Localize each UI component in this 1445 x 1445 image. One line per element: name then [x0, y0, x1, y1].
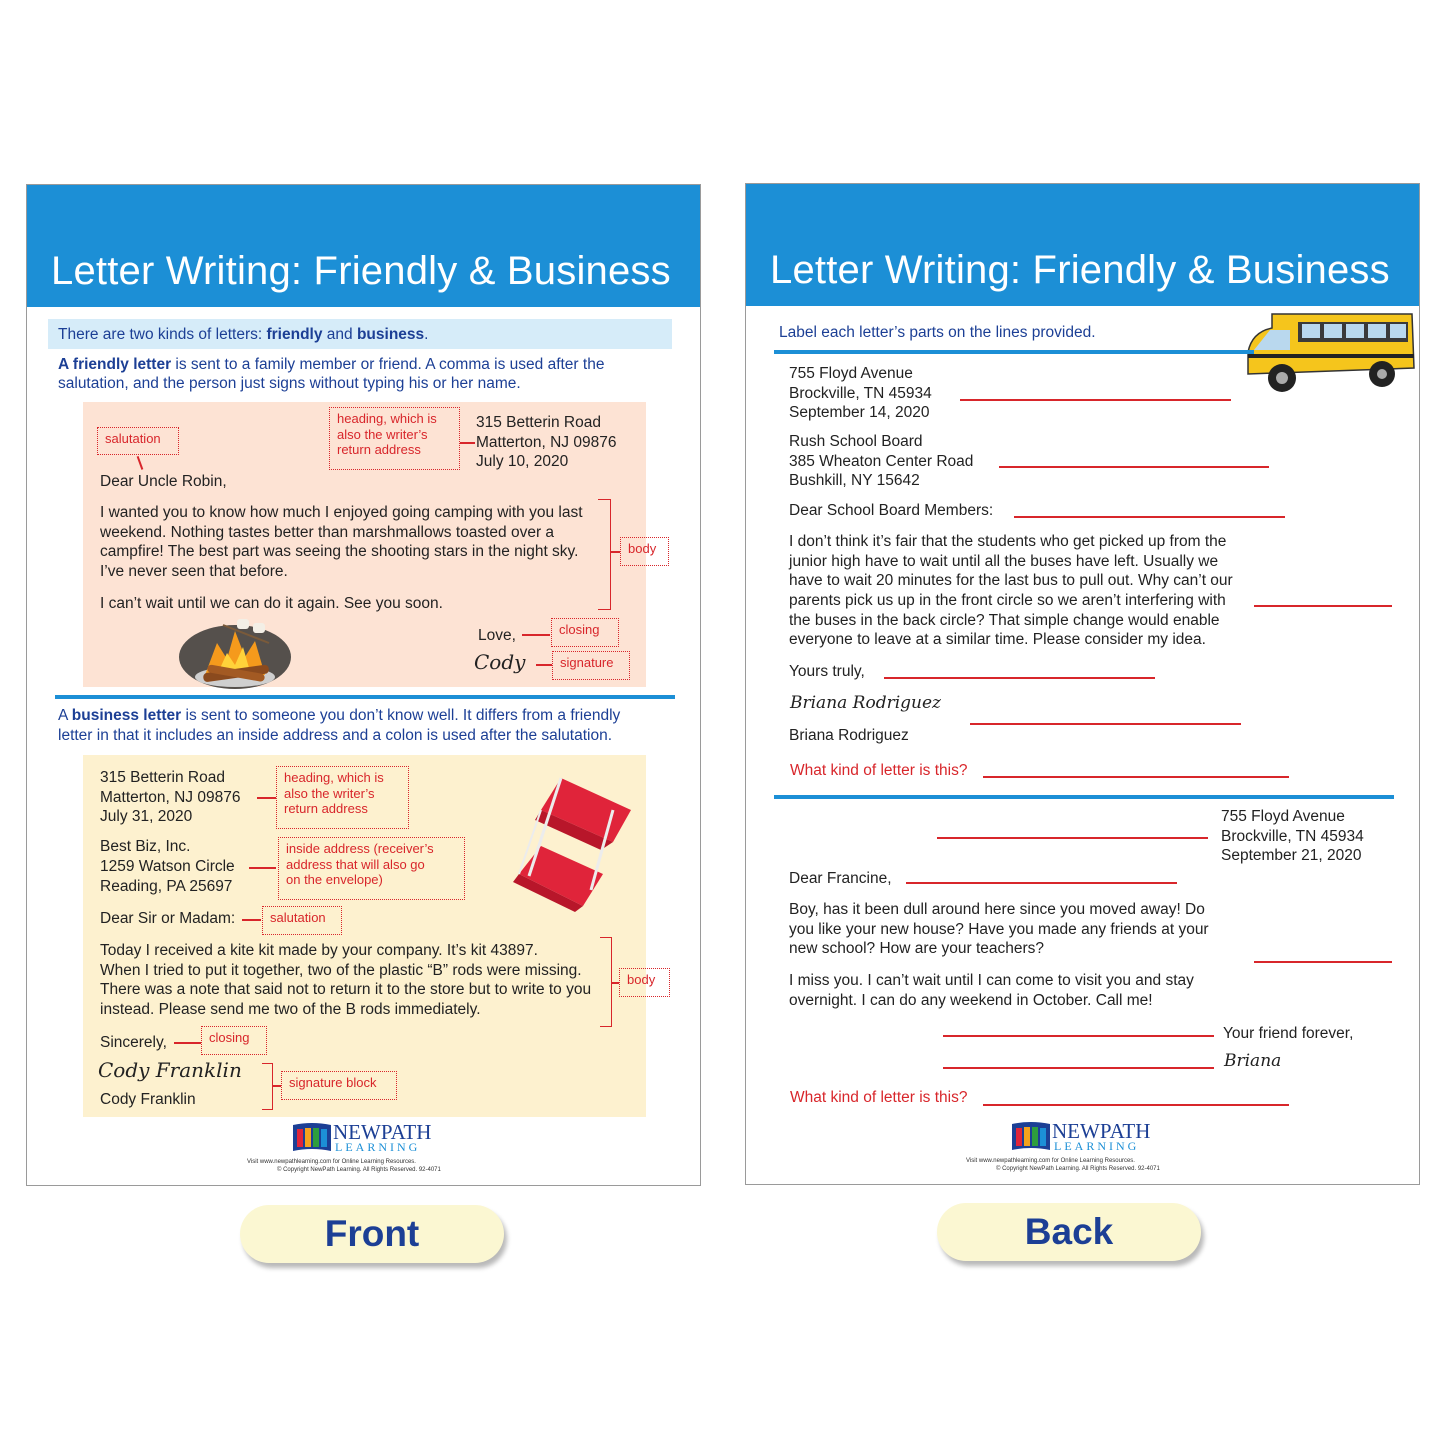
l2-greeting: Dear Francine, [789, 870, 892, 887]
logo-name-1-back: NEWPATH [1052, 1119, 1151, 1143]
front-divider [55, 695, 675, 699]
l2-body-3: new school? How are your teachers? [789, 940, 1045, 957]
l2-question: What kind of letter is this? [790, 1089, 968, 1106]
business-signature: Cody Franklin [98, 1058, 242, 1082]
l1-body-answer-line[interactable] [1254, 605, 1392, 607]
label-heading-friendly [329, 407, 460, 470]
newpath-logo-icon-back [1010, 1120, 1052, 1154]
business-greeting: Dear Sir or Madam: [100, 910, 236, 927]
label-body-business: body [619, 968, 670, 997]
logo-copyright-back: © Copyright NewPath Learning. All Rights Reserved. 92-4071 [996, 1166, 1160, 1172]
intro-business: business [356, 326, 425, 343]
l1-greeting: Dear School Board Members: [789, 502, 994, 519]
body-pointer-friendly [610, 551, 620, 553]
label-heading-business [276, 766, 409, 829]
friendly-definition [58, 355, 604, 375]
l1-inside-answer-line[interactable] [999, 466, 1269, 468]
body-pointer-business [611, 982, 619, 984]
l2-closing-answer-line[interactable] [943, 1035, 1214, 1037]
inside-address-2: 1259 Watson Circle [100, 858, 235, 875]
front-card [26, 184, 701, 1186]
business-closing: Sincerely, [100, 1034, 167, 1051]
friendly-signature: Cody [474, 650, 526, 674]
closing-pointer-business [174, 1042, 201, 1044]
school-bus-illustration [1242, 308, 1418, 400]
business-address-2: Matterton, NJ 09876 [100, 789, 241, 806]
front-header [27, 185, 700, 307]
back-label: Back [937, 1203, 1201, 1261]
b-heading-line-2: also the writer’s [284, 785, 375, 801]
label-inside-address [278, 837, 465, 900]
l2-signature-answer-line[interactable] [943, 1067, 1214, 1069]
l1-body-6: everyone to leave at a similar time. Please consider my idea. [789, 631, 1206, 648]
heading-pointer [460, 442, 475, 444]
l1-address-2: Brockville, TN 45934 [789, 385, 932, 402]
inside-label-line-1: inside address (receiver’s [286, 841, 434, 856]
inside-address-3: Reading, PA 25697 [100, 878, 233, 895]
l1-inside-1: Rush School Board [789, 433, 923, 450]
heading-pointer-business [257, 797, 276, 799]
heading-line-3: return address [337, 442, 421, 457]
business-address-1: 315 Betterin Road [100, 769, 225, 786]
friendly-address-2: Matterton, NJ 09876 [476, 434, 617, 451]
business-body-3: There was a note that said not to return it to the store but to write to you [100, 981, 592, 998]
label-salutation-business: salutation [262, 906, 342, 935]
business-body-4: instead. Please send me two of the B rods immediately. [100, 1001, 481, 1018]
salutation-pointer-business [242, 919, 261, 921]
l1-body-2: junior high have to wait until all the buses have left. Usually we [789, 553, 1219, 570]
l1-closing-answer-line[interactable] [884, 677, 1155, 679]
l1-address-1: 755 Floyd Avenue [789, 365, 913, 382]
l1-heading-answer-line[interactable] [960, 399, 1231, 401]
logo-name-1: NEWPATH [333, 1120, 432, 1144]
business-body-2: When I tried to put it together, two of the plastic “B” rods were missing. [100, 962, 582, 979]
logo-name-2-back: LEARNING [1054, 1139, 1140, 1153]
campfire-illustration [177, 613, 293, 691]
l2-address-2: Brockville, TN 45934 [1221, 828, 1364, 845]
front-title: Letter Writing: Friendly & Business [51, 249, 671, 293]
inside-label-line-3: on the envelope) [286, 872, 383, 887]
l2-body-5: overnight. I can do any weekend in October. Call me! [789, 992, 1153, 1009]
logo-visit: Visit www.newpathlearning.com for Online Learning Resources. [247, 1159, 416, 1165]
l2-body-1: Boy, has it been dull around here since you moved away! Do [789, 901, 1205, 918]
l1-inside-3: Bushkill, NY 15642 [789, 472, 920, 489]
l2-heading-answer-line[interactable] [937, 837, 1208, 839]
business-definition-2: letter in that it includes an inside address and a colon is used after the salutation. [58, 727, 613, 744]
intro-and: and [326, 326, 353, 343]
signature-block-pointer [272, 1085, 281, 1087]
l2-date: September 21, 2020 [1221, 847, 1362, 864]
b-heading-line-3: return address [284, 801, 368, 816]
l2-salutation-answer-line[interactable] [906, 882, 1177, 884]
l2-body-2: you like your new house? Have you made any friends at your [789, 921, 1209, 938]
back-header [746, 184, 1419, 306]
back-card [745, 183, 1420, 1185]
intro-a: There are two kinds of letters: [58, 326, 263, 343]
l1-closing: Yours truly, [789, 663, 865, 680]
friendly-body-5: I can’t wait until we can do it again. See you soon. [100, 595, 443, 612]
intro-period: . [424, 326, 429, 343]
business-date: July 31, 2020 [100, 808, 193, 825]
label-body-friendly: body [620, 537, 669, 566]
friendly-body-1: I wanted you to know how much I enjoyed going camping with you last [100, 504, 583, 521]
business-body-1: Today I received a kite kit made by your company. It’s kit 43897. [100, 942, 538, 959]
l1-body-4: parents pick us up in the front circle so we aren’t interfering with [789, 592, 1226, 609]
business-typed-name: Cody Franklin [100, 1091, 196, 1108]
heading-line-1: heading, which is [337, 411, 437, 426]
heading-line-2: also the writer’s [337, 426, 428, 442]
label-signature-block: signature block [281, 1071, 397, 1100]
closing-pointer [522, 634, 550, 636]
friendly-closing: Love, [478, 627, 516, 644]
friendly-body-4: I’ve never seen that before. [100, 563, 288, 580]
logo-name-2: LEARNING [335, 1140, 421, 1154]
l2-body-answer-line[interactable] [1254, 961, 1392, 963]
friendly-body-2: weekend. Nothing tastes better than marshmallows toasted over a [100, 524, 555, 541]
friendly-def-bold: A friendly letter [58, 356, 172, 373]
intro-friendly: friendly [266, 326, 323, 343]
logo-visit-back: Visit www.newpathlearning.com for Online Learning Resources. [966, 1158, 1135, 1164]
l2-address-1: 755 Floyd Avenue [1221, 808, 1345, 825]
business-def-bold: business letter [71, 707, 182, 724]
l1-body-5: the buses in the back circle? That simple change would enable [789, 612, 1220, 629]
back-title: Letter Writing: Friendly & Business [770, 248, 1390, 292]
business-def-rest: is sent to someone you don’t know well. It differs from a friendly [181, 707, 621, 724]
l1-question: What kind of letter is this? [790, 762, 968, 779]
l1-inside-2: 385 Wheaton Center Road [789, 453, 974, 470]
back-top-rule [774, 350, 1254, 354]
l1-body-1: I don’t think it’s fair that the students who get picked up from the [789, 533, 1227, 550]
inside-address-1: Best Biz, Inc. [100, 838, 191, 855]
signature-pointer [536, 664, 552, 666]
inside-label-line-2: address that will also go [286, 856, 425, 872]
friendly-address-1: 315 Betterin Road [476, 414, 601, 431]
l1-body-3: have to wait 20 minutes for the last bus to pull out. Why can’t our [789, 572, 1233, 589]
friendly-body-3: campfire! The best part was seeing the shooting stars in the night sky. [100, 543, 579, 560]
body-bracket-friendly [598, 499, 611, 610]
back-instruction: Label each letter’s parts on the lines provided. [779, 324, 1096, 341]
l2-kind-answer-line[interactable] [983, 1104, 1289, 1106]
signature-bracket [262, 1063, 273, 1110]
front-label: Front [240, 1205, 504, 1263]
business-definition [58, 706, 620, 726]
business-def-a: A [58, 707, 72, 724]
l2-body-4: I miss you. I can’t wait until I can come to visit you and stay [789, 972, 1194, 989]
l1-date: September 14, 2020 [789, 404, 930, 421]
kite-illustration [505, 770, 637, 912]
l1-signature: Briana Rodriguez [790, 693, 942, 713]
friendly-def-rest: is sent to a family member or friend. A comma is used after the [171, 356, 605, 373]
label-closing-business: closing [201, 1026, 267, 1055]
l2-signature: Briana [1224, 1051, 1282, 1071]
label-salutation-friendly: salutation [97, 427, 179, 455]
l2-closing: Your friend forever, [1223, 1025, 1354, 1042]
friendly-definition-2: salutation, and the person just signs without typing his or her name. [58, 375, 521, 392]
b-heading-line-1: heading, which is [284, 770, 384, 785]
newpath-logo-icon [291, 1121, 333, 1155]
l1-signature-answer-line[interactable] [970, 723, 1241, 725]
intro-text [58, 325, 428, 345]
label-signature-friendly: signature [552, 651, 630, 680]
inside-pointer [249, 867, 276, 869]
friendly-date: July 10, 2020 [476, 453, 569, 470]
back-divider [774, 795, 1394, 799]
l1-salutation-answer-line[interactable] [1014, 516, 1285, 518]
friendly-greeting: Dear Uncle Robin, [100, 473, 227, 490]
logo-copyright: © Copyright NewPath Learning. All Rights Reserved. 92-4071 [277, 1167, 441, 1173]
label-closing-friendly: closing [551, 618, 619, 647]
l1-typed-name: Briana Rodriguez [789, 727, 909, 744]
l1-kind-answer-line[interactable] [983, 776, 1289, 778]
